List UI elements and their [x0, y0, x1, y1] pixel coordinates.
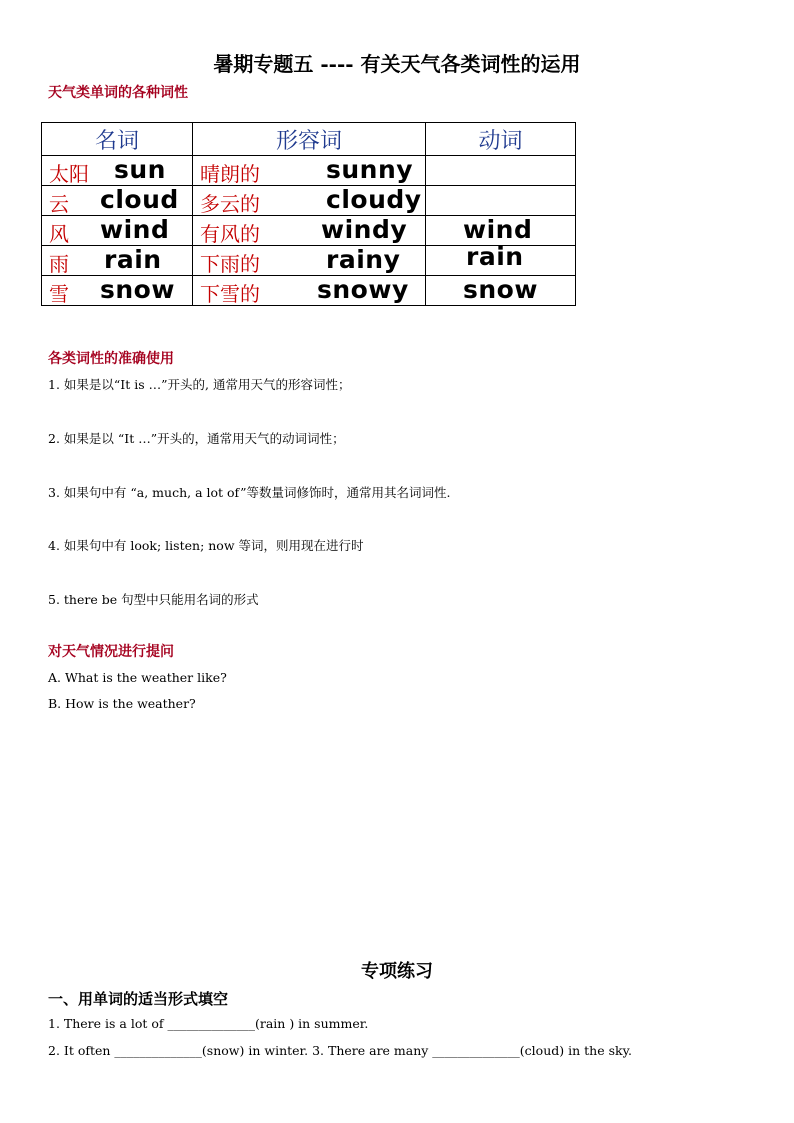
noun-en: wind [100, 215, 170, 244]
exercise-item: 1. There is a lot of ______________(rain ) in summer. [48, 1016, 369, 1031]
adj-cn: 下雪的 [200, 282, 260, 306]
noun-en: rain [104, 245, 162, 274]
practice-title: 专项练习 [361, 961, 433, 982]
section-heading-questions: 对天气情况进行提问 [48, 644, 174, 660]
noun-cell [42, 276, 193, 306]
adj-en: snowy [317, 275, 409, 304]
header-verb: 动词 [426, 123, 576, 156]
noun-cell [42, 156, 193, 186]
vocab-table [41, 122, 576, 306]
noun-cn: 太阳 [49, 162, 89, 186]
section-heading-word-forms: 天气类单词的各种词性 [48, 85, 188, 101]
table-row [42, 276, 576, 306]
adj-en: sunny [326, 155, 414, 184]
verb-en: wind [463, 215, 533, 244]
verb-en: rain [466, 242, 524, 271]
noun-cell [42, 216, 193, 246]
rule-item: 2. 如果是以 “It …”开头的，通常用天气的动词词性； [48, 431, 345, 446]
header-noun: 名词 [42, 123, 193, 156]
noun-cn: 雪 [49, 282, 69, 306]
adj-cell [193, 156, 426, 186]
table-row [42, 156, 576, 186]
rule-item: 4. 如果句中有 look; listen; now 等词，则用现在进行时 [48, 538, 364, 553]
adj-cn: 多云的 [200, 192, 260, 216]
verb-cell [426, 276, 576, 306]
question-item: A. What is the weather like? [48, 670, 227, 685]
adj-cn: 晴朗的 [200, 162, 260, 186]
noun-en: cloud [100, 185, 179, 214]
noun-cn: 雨 [49, 252, 69, 276]
table-row [42, 186, 576, 216]
adj-en: rainy [326, 245, 401, 274]
noun-en: snow [100, 275, 175, 304]
page-title: 暑期专题五 ---- 有关天气各类词性的运用 [213, 52, 581, 76]
noun-cell [42, 186, 193, 216]
table-row [42, 246, 576, 276]
verb-cell [426, 242, 576, 276]
adj-cell [193, 276, 426, 306]
noun-cn: 云 [49, 192, 69, 216]
exercise-item: 2. It often ______________(snow) in winter. 3. There are many ______________(cloud) in the sky. [48, 1043, 632, 1058]
table-row [42, 216, 576, 246]
rule-item: 1. 如果是以“It is …”开头的, 通常用天气的形容词性； [48, 377, 351, 392]
verb-cell [426, 216, 576, 246]
adj-cell [193, 246, 426, 276]
header-adjective: 形容词 [193, 123, 426, 156]
practice-section-heading: 一、用单词的适当形式填空 [48, 990, 229, 1008]
verb-en: snow [463, 275, 538, 304]
rule-item: 5. there be 句型中只能用名词的形式 [48, 592, 259, 607]
adj-en: windy [321, 215, 408, 244]
section-heading-usage: 各类词性的准确使用 [48, 351, 174, 367]
noun-cell [42, 246, 193, 276]
verb-cell [426, 156, 576, 186]
verb-cell [426, 186, 576, 216]
rule-item: 3. 如果句中有 “a, much, a lot of”等数量词修饰时，通常用其名词词性. [48, 485, 451, 500]
noun-cn: 风 [49, 222, 69, 246]
adj-cell [193, 186, 426, 216]
noun-en: sun [114, 155, 166, 184]
question-item: B. How is the weather? [48, 696, 196, 711]
adj-cn: 下雨的 [200, 252, 260, 276]
adj-cell [193, 216, 426, 246]
adj-cn: 有风的 [200, 222, 260, 246]
table-header-row [42, 123, 576, 156]
adj-en: cloudy [326, 185, 422, 214]
